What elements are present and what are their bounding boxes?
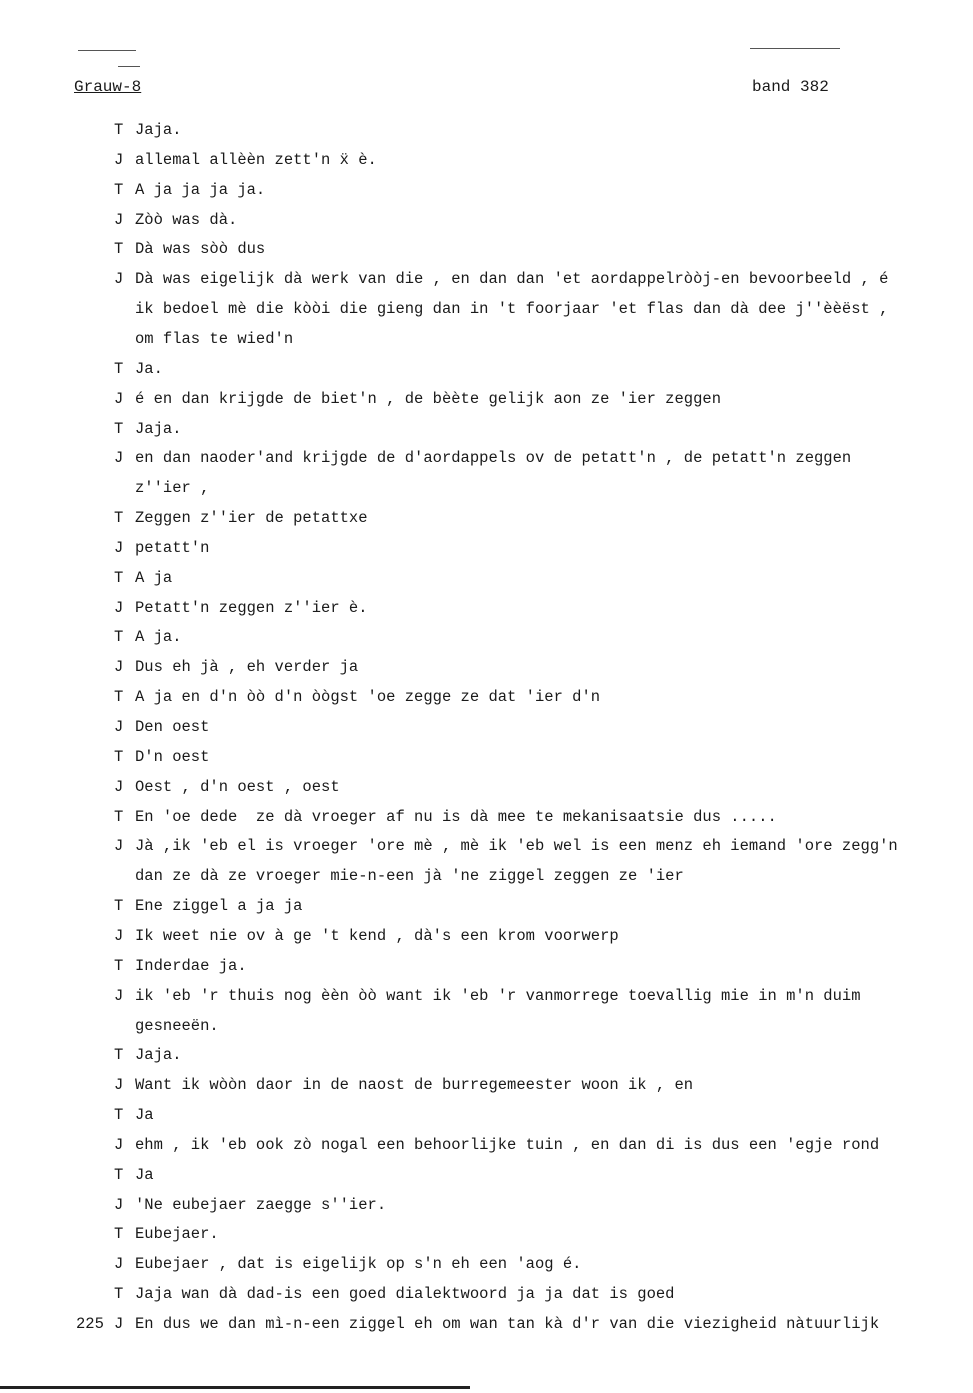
utterance-text: En dus we dan mì-n-een ziggel eh om wan tan kà d'r van die viezigheid nàtuurlijk: [135, 1315, 880, 1333]
band-label: band 382: [752, 78, 829, 96]
utterance-text: allemal allèèn zett'n ẍ è.: [135, 150, 377, 169]
scan-speck: [750, 48, 840, 49]
speaker-label: J: [114, 1076, 124, 1095]
transcript-continuation: [0, 1016, 973, 1036]
transcript-line: [0, 1314, 973, 1334]
speaker-label: T: [114, 359, 124, 378]
speaker-label: T: [114, 897, 124, 916]
transcript-line: [0, 1195, 973, 1215]
transcript-line: [0, 956, 973, 976]
speaker-label: J: [114, 658, 124, 677]
transcript-line: [0, 1045, 973, 1065]
transcript-line: [0, 568, 973, 588]
speaker-label: T: [114, 688, 124, 707]
speaker-label: J: [114, 1255, 124, 1274]
speaker-label: T: [114, 568, 124, 587]
speaker-label: T: [114, 509, 124, 528]
transcript-line: [0, 896, 973, 916]
transcript-line: [0, 448, 973, 468]
transcript-line: [0, 627, 973, 647]
utterance-text: z''ier ,: [135, 479, 210, 498]
utterance-text: om flas te wied'n: [135, 329, 294, 348]
speaker-label: T: [114, 419, 124, 438]
utterance-text: gesneeën.: [135, 1016, 219, 1035]
utterance-text: ik 'eb 'r thuis nog èèn òò want ik 'eb 'r vanmorrege toevallig mie in m'n duim: [135, 986, 861, 1005]
speaker-label: T: [114, 1106, 124, 1125]
transcript-line: [0, 747, 973, 767]
speaker-label: T: [114, 1225, 124, 1244]
utterance-text: Ja: [135, 1106, 154, 1125]
transcript-line: [0, 1254, 973, 1274]
utterance-text: Jaja.: [135, 1046, 182, 1065]
utterance-text: Petatt'n zeggen z''ier è.: [135, 598, 368, 617]
utterance-text: Den oest: [135, 718, 210, 736]
speaker-label: J: [114, 449, 124, 468]
utterance-text: Dà was eigelijk dà werk van die , en dan dan 'et aordappelròòj-en bevoorbeeld , é: [135, 270, 889, 289]
line-number: 225: [76, 1315, 104, 1333]
utterance-text: Dà was sòò dus: [135, 240, 266, 259]
speaker-label: T: [114, 628, 124, 647]
speaker-label: J: [114, 1135, 124, 1154]
utterance-text: Oest , d'n oest , oest: [135, 777, 340, 796]
transcript-line: [0, 538, 973, 558]
utterance-text: A ja: [135, 568, 173, 587]
speaker-label: T: [114, 121, 124, 139]
transcript-line: [0, 1165, 973, 1185]
speaker-label: T: [114, 956, 124, 975]
transcript-line: [0, 777, 973, 797]
speaker-label: J: [114, 150, 124, 169]
transcript-line: [0, 986, 973, 1006]
utterance-text: Ik weet nie ov à ge 't kend , dà's een krom voorwerp: [135, 926, 619, 945]
speaker-label: J: [114, 837, 124, 856]
transcript-line: [0, 120, 973, 140]
transcript-line: [0, 1135, 973, 1155]
speaker-label: T: [114, 747, 124, 766]
speaker-label: J: [114, 777, 124, 796]
transcript-line: [0, 1075, 973, 1095]
transcript-continuation: [0, 866, 973, 886]
utterance-text: A ja en d'n òò d'n òògst 'oe zegge ze dat 'ier d'n: [135, 688, 601, 707]
utterance-text: Ja: [135, 1165, 154, 1184]
transcript-line: [0, 359, 973, 379]
utterance-text: A ja ja ja ja.: [135, 180, 266, 199]
speaker-label: T: [114, 1285, 124, 1304]
transcript-line: [0, 926, 973, 946]
bottom-rule: [0, 1386, 470, 1389]
transcript-line: [0, 508, 973, 528]
utterance-text: A ja.: [135, 628, 182, 647]
utterance-text: Jaja.: [135, 419, 182, 438]
utterance-text: Dus eh jà , eh verder ja: [135, 658, 359, 677]
utterance-text: é en dan krijgde de biet'n , de bèète gelijk aon ze 'ier zeggen: [135, 389, 721, 408]
scan-speck: [78, 50, 136, 51]
utterance-text: ik bedoel mè die kòòi die gieng dan in 't foorjaar 'et flas dan dà dee j''èèëst ,: [135, 300, 889, 319]
utterance-text: Jà ,ik 'eb el is vroeger 'ore mè , mè ik 'eb wel is een menz eh iemand 'ore zegg'n: [135, 837, 898, 856]
transcript-line: [0, 717, 973, 737]
speaker-label: J: [114, 718, 124, 736]
speaker-label: J: [114, 389, 124, 408]
speaker-label: J: [114, 986, 124, 1005]
utterance-text: en dan naoder'and krijgde de d'aordappels ov de petatt'n , de petatt'n zeggen: [135, 449, 852, 468]
utterance-text: petatt'n: [135, 538, 210, 557]
speaker-label: J: [114, 926, 124, 945]
speaker-label: T: [114, 180, 124, 199]
transcript-line: [0, 210, 973, 230]
utterance-text: ehm , ik 'eb ook zò nogal een behoorlijke tuin , en dan di is dus een 'egje rond: [135, 1135, 880, 1154]
transcript-line: [0, 269, 973, 289]
utterance-text: Eubejaer.: [135, 1225, 219, 1244]
transcript-line: [0, 657, 973, 677]
utterance-text: Ene ziggel a ja ja: [135, 897, 303, 916]
scan-speck: [118, 66, 140, 67]
transcript-continuation: [0, 299, 973, 319]
speaker-label: J: [114, 1315, 124, 1333]
utterance-text: Zeggen z''ier de petattxe: [135, 509, 368, 528]
utterance-text: En 'oe dede ze dà vroeger af nu is dà mee te mekanisaatsie dus .....: [135, 807, 777, 826]
utterance-text: Eubejaer , dat is eigelijk op s'n eh een 'aog é.: [135, 1255, 582, 1274]
document-title: Grauw-8: [74, 78, 142, 96]
transcript-continuation: [0, 329, 973, 349]
utterance-text: Jaja wan dà dad-is een goed dialektwoord ja ja dat is goed: [135, 1285, 675, 1304]
speaker-label: J: [114, 598, 124, 617]
speaker-label: J: [114, 1195, 124, 1214]
utterance-text: Zòò was dà.: [135, 210, 238, 229]
utterance-text: Want ik wòòn daor in de naost de burregemeester woon ik , en: [135, 1076, 694, 1095]
speaker-label: T: [114, 1165, 124, 1184]
speaker-label: J: [114, 270, 124, 289]
transcript-line: [0, 1224, 973, 1244]
speaker-label: T: [114, 1046, 124, 1065]
utterance-text: Jaja.: [135, 121, 182, 139]
transcript-line: [0, 687, 973, 707]
speaker-label: T: [114, 240, 124, 259]
transcript-line: [0, 598, 973, 618]
utterance-text: Inderdae ja.: [135, 956, 247, 975]
speaker-label: T: [114, 807, 124, 826]
transcript-line: [0, 807, 973, 827]
utterance-text: D'n oest: [135, 747, 210, 766]
transcript-line: [0, 239, 973, 259]
speaker-label: J: [114, 538, 124, 557]
transcript-continuation: [0, 478, 973, 498]
transcript-line: [0, 836, 973, 856]
transcript-line: [0, 150, 973, 170]
speaker-label: J: [114, 210, 124, 229]
transcript-line: [0, 419, 973, 439]
utterance-text: dan ze dà ze vroeger mie-n-een jà 'ne ziggel zeggen ze 'ier: [135, 867, 684, 886]
transcript-line: [0, 1284, 973, 1304]
utterance-text: Ja.: [135, 359, 163, 378]
utterance-text: 'Ne eubejaer zaegge s''ier.: [135, 1195, 387, 1214]
transcript-line: [0, 389, 973, 409]
transcript-line: [0, 1105, 973, 1125]
transcript-line: [0, 180, 973, 200]
